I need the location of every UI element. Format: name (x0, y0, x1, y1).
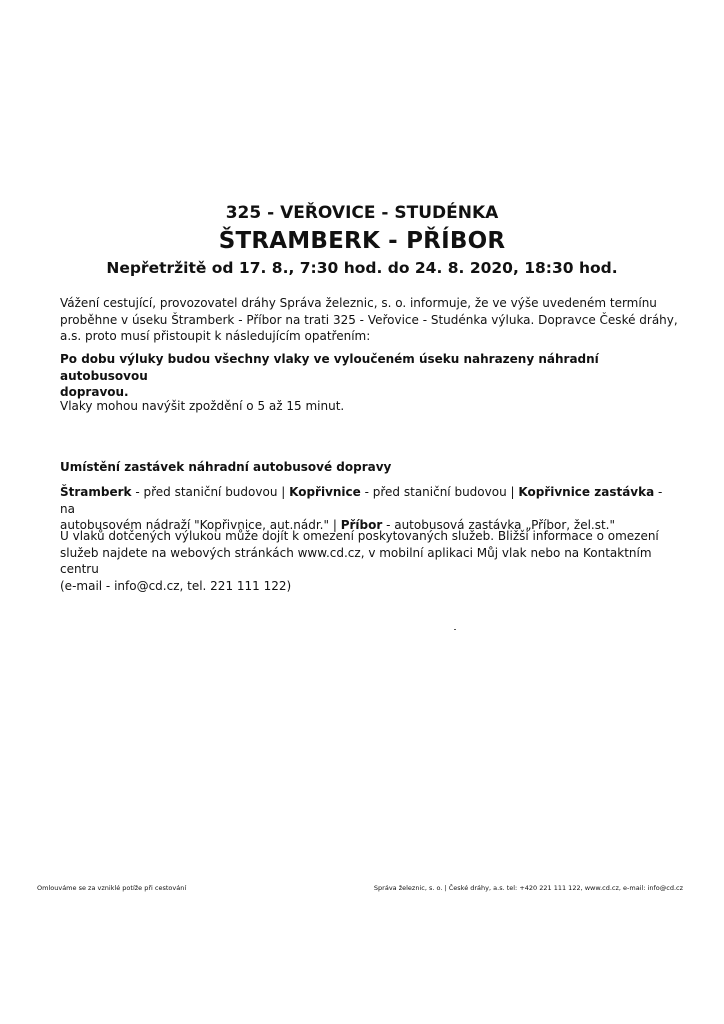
closure-period: Nepřetržitě od 17. 8., 7:30 hod. do 24. 8. 2020, 18:30 hod. (106, 259, 618, 277)
stop-pribor: Příbor (340, 518, 383, 532)
service-info (60, 528, 680, 594)
footer-apology: Omlouváme se za vzniklé potíže při cestování (37, 884, 187, 892)
measure-line: Po dobu výluky budou všechny vlaky ve vyloučeném úseku nahrazeny náhradní autobusovou (60, 352, 599, 383)
section-title: ŠTRAMBERK - PŘÍBOR (218, 228, 506, 254)
stop-koprivnice-zastavka: Kopřivnice zastávka (518, 485, 655, 499)
scan-speck (454, 629, 456, 630)
info-line: U vlaků dotčených výlukou může dojít k omezení poskytovaných služeb. Bližší informace o omezení (60, 529, 659, 543)
stop-description: - na (60, 485, 663, 516)
intro-line: proběhne v úseku Štramberk - Příbor na trati 325 - Veřovice - Studénka výluka. Dopravce České dráhy, (60, 312, 678, 327)
route-heading: 325 - VEŘOVICE - STUDÉNKA (225, 203, 499, 223)
stop-description: - autobusová zastávka „Příbor, žel.st." (382, 518, 616, 532)
intro-paragraph (60, 295, 680, 345)
stop-stramberk: Štramberk (60, 485, 132, 499)
stop-description: - před staniční budovou | (360, 485, 519, 499)
delay-note: Vlaky mohou navýšit zpoždění o 5 až 15 minut. (60, 399, 345, 413)
info-line: služeb najdete na webových stránkách www.cd.cz, v mobilní aplikaci Můj vlak nebo na Kontaktním centru (60, 545, 652, 576)
measure-line: dopravou. (60, 385, 129, 399)
info-line: (e-mail - info@cd.cz, tel. 221 111 122) (60, 578, 292, 593)
stops-paragraph (60, 484, 680, 534)
intro-line: Vážení cestující, provozovatel dráhy Správa železnic, s. o. informuje, že ve výše uvedeném termínu (60, 296, 657, 310)
footer-contacts: Správa železnic, s. o. | České dráhy, a.s. tel: +420 221 111 122, www.cd.cz, e-mail: info@cd.cz (373, 884, 683, 892)
stop-description: autobusovém nádraží "Kopřivnice, aut.nádr." | (60, 518, 341, 532)
stop-koprivnice: Kopřivnice (289, 485, 361, 499)
stops-line (60, 484, 680, 517)
replacement-measure (60, 351, 680, 401)
intro-line: a.s. proto musí přistoupit k následujícím opatřením: (60, 329, 371, 343)
stop-description: - před staniční budovou | (131, 485, 290, 499)
stops-heading: Umístění zastávek náhradní autobusové dopravy (60, 460, 392, 474)
